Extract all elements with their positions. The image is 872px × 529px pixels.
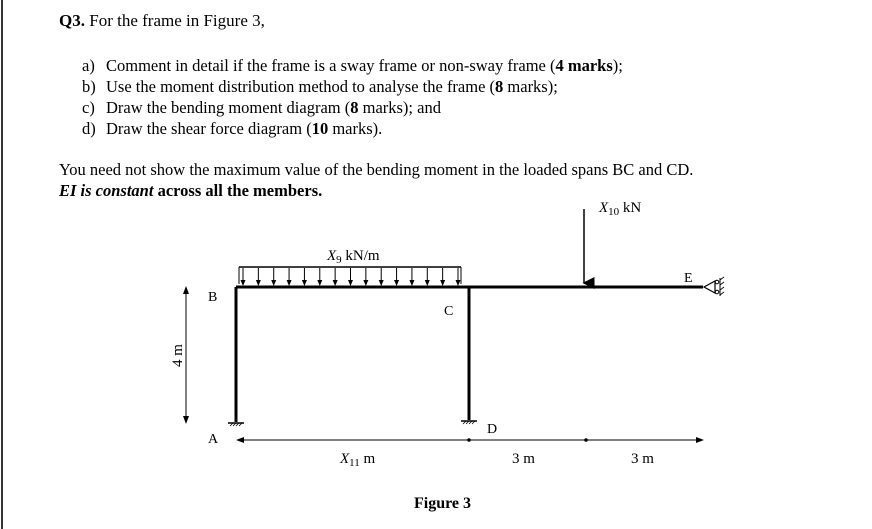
part-text: Use the moment distribution method to analyse the frame ( <box>106 77 496 96</box>
part-marks: 10 <box>311 119 329 138</box>
udl-arrow-head <box>317 280 322 286</box>
udl-arrow-head <box>287 280 292 286</box>
span-label-2: 3 m <box>512 451 535 467</box>
point-load-label: $X_{10}$ kN <box>599 200 642 218</box>
question-number: Q3. <box>59 11 85 30</box>
udl-load <box>239 267 461 286</box>
note-line-1: You need not show the maximum value of the bending moment in the loaded spans BC and CD. <box>59 160 694 179</box>
node-label-b: B <box>208 290 218 305</box>
span-label-1: $X_{11}$ m <box>340 451 376 469</box>
part-label: a) <box>82 56 95 75</box>
node-label-c: C <box>444 304 454 319</box>
span-label-3: 3 m <box>631 451 654 467</box>
span-dimension <box>236 437 704 443</box>
note-rest-text: across all the members. <box>153 181 323 200</box>
part-text-end: marks). <box>328 119 383 138</box>
udl-arrow-head <box>363 280 368 286</box>
udl-arrow-head <box>456 280 461 286</box>
part-label: b) <box>82 77 96 96</box>
height-label: 4 m <box>170 344 186 367</box>
part-text-end: ); <box>612 56 623 75</box>
part-text-end: marks); and <box>358 98 441 117</box>
udl-arrow-head <box>271 280 276 286</box>
udl-arrow-head <box>241 280 246 286</box>
fixed-support-a <box>228 423 244 426</box>
figure-caption: Figure 3 <box>414 495 472 512</box>
part-text: Draw the shear force diagram ( <box>106 119 312 138</box>
part-marks: 4 marks <box>555 56 613 75</box>
udl-arrow-head <box>394 280 399 286</box>
udl-arrow-head <box>333 280 338 286</box>
part-text: Comment in detail if the frame is a sway frame or non-sway frame ( <box>106 56 556 75</box>
part-text-end: marks); <box>503 77 558 96</box>
question-intro: For the frame in Figure 3, <box>89 11 265 30</box>
part-marks: 8 <box>350 98 359 117</box>
part-label: d) <box>82 119 96 138</box>
udl-arrow-head <box>440 280 445 286</box>
udl-arrow-head <box>256 280 261 286</box>
note-ei-text: EI is constant <box>59 181 154 200</box>
udl-label: $X_9$ kN/m <box>327 248 380 266</box>
fixed-support-d <box>461 421 477 424</box>
udl-arrow-head <box>379 280 384 286</box>
node-label-a: A <box>208 432 219 447</box>
udl-arrow-head <box>348 280 353 286</box>
udl-arrow-head <box>425 280 430 286</box>
udl-arrow-head <box>302 280 307 286</box>
node-label-d: D <box>487 422 498 437</box>
part-label: c) <box>82 98 95 117</box>
node-label-e: E <box>684 271 693 286</box>
part-text: Draw the bending moment diagram ( <box>106 98 351 117</box>
part-marks: 8 <box>495 77 504 96</box>
roller-support-e <box>704 277 724 296</box>
udl-arrow-head <box>409 280 414 286</box>
